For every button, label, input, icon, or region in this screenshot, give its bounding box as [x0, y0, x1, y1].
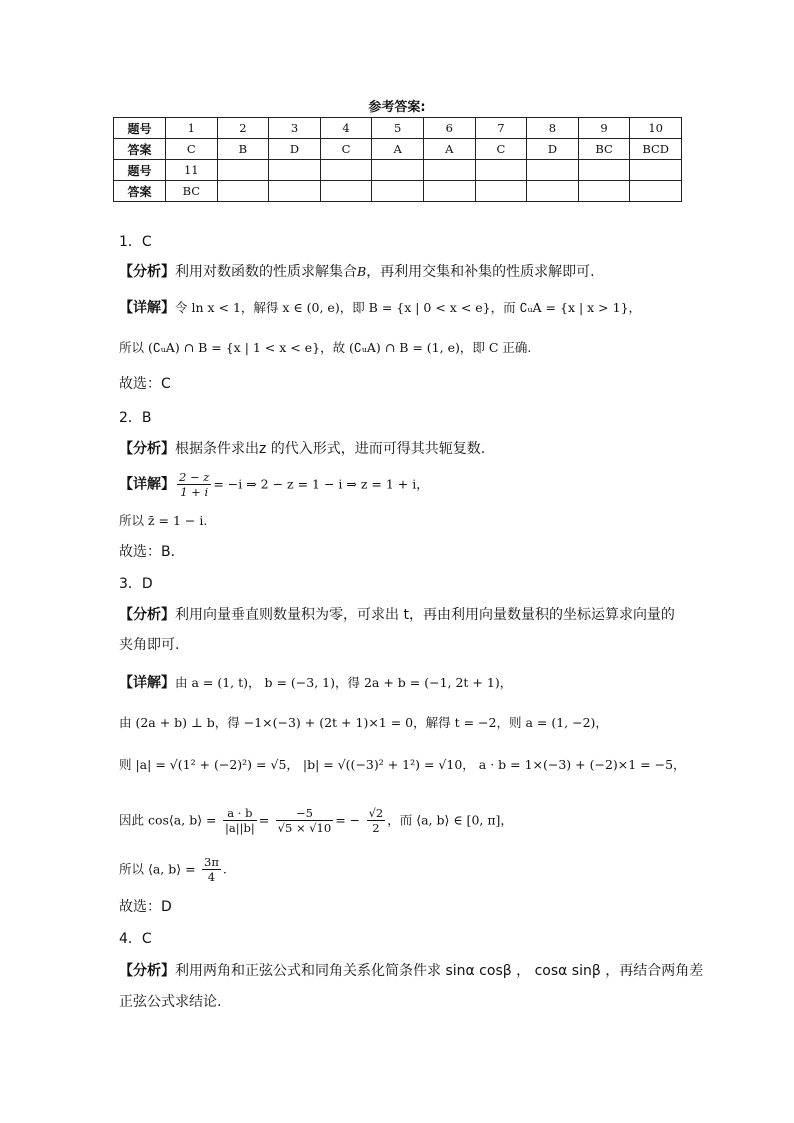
- q2-fraction: $\frac{2 - z}{1 + i}$: [179, 470, 210, 499]
- answer-table-cell: 11: [166, 160, 218, 181]
- answer-table-header-cell: 答案: [114, 139, 166, 160]
- answer-table-header-cell: 题号: [114, 118, 166, 139]
- q1-number: 1．C: [119, 234, 152, 250]
- q3-analysis-line2: 夹角即可.: [119, 637, 180, 653]
- answer-table-cell: D: [527, 139, 579, 160]
- answer-table-cell: [630, 160, 682, 181]
- answer-table-cell: 6: [423, 118, 475, 139]
- q3-analysis-label: 【分析】: [119, 607, 175, 623]
- q2-analysis-label: 【分析】: [119, 441, 175, 457]
- answer-table-cell: [527, 181, 579, 202]
- answer-table-row: [114, 181, 682, 202]
- q3-detail-label: 【详解】: [119, 675, 175, 691]
- answer-table-cell: A: [372, 139, 424, 160]
- answer-table-cell: [320, 160, 372, 181]
- answer-table: [113, 117, 682, 202]
- answer-table-row: [114, 139, 682, 160]
- answer-table-cell: 7: [475, 118, 527, 139]
- answer-table-header-cell: 答案: [114, 181, 166, 202]
- answer-table-cell: [630, 181, 682, 202]
- answer-table-cell: [217, 160, 269, 181]
- answer-table-row: [114, 118, 682, 139]
- q3-analysis-line1: 【分析】利用向量垂直则数量积为零，可求出 t，再由利用向量数量积的坐标运算求向量的: [119, 607, 675, 623]
- answer-table-cell: [527, 160, 579, 181]
- answer-table-cell: [578, 181, 630, 202]
- q3-number: 3．D: [119, 576, 153, 592]
- answer-table-cell: 1: [166, 118, 218, 139]
- answer-table-row: [114, 160, 682, 181]
- q1-analysis: 【分析】利用对数函数的性质求解集合B，再利用交集和补集的性质求解即可.: [119, 264, 595, 280]
- q3-fraction-2: $\frac{-5}{√5 \times √10}$: [277, 806, 332, 835]
- q3-detail-line5: 所以 ⟨a, b⟩ = $\frac{3\pi}{4}$ .: [119, 855, 227, 884]
- answer-key-title: 参考答案:: [368, 100, 426, 115]
- answer-table-cell: C: [475, 139, 527, 160]
- q2-detail-line2: 所以 z̄ = 1 − i.: [119, 513, 208, 528]
- answer-table-cell: [269, 160, 321, 181]
- answer-table-cell: [372, 160, 424, 181]
- q3-detail-line1: 【详解】由 a = (1, t)， b = (−3, 1)，得 2a + b = (−1, 2t + 1)，: [119, 675, 513, 691]
- q3-detail-line4: 因此 cos⟨a, b⟩ = $\frac{a \cdot b}{|a||b|}$ = $\frac{-5}{√5 \times √10}$ = − $\frac{√2}{2}$ ，而 ⟨a, b⟩ ∈ [0, π]，: [119, 806, 513, 835]
- answer-table-cell: [320, 181, 372, 202]
- q4-number: 4．C: [119, 931, 152, 947]
- q2-analysis: 【分析】根据条件求出z 的代入形式，进而可得其共轭复数.: [119, 441, 486, 457]
- q3-fraction-1: $\frac{a \cdot b}{|a||b|}$: [224, 806, 255, 835]
- answer-table-cell: 4: [320, 118, 372, 139]
- answer-table-cell: [217, 181, 269, 202]
- q1-conclusion: 故选：C: [119, 376, 171, 392]
- q4-analysis-label: 【分析】: [119, 963, 175, 979]
- q3-fraction-3: $\frac{√2}{2}$: [368, 806, 384, 835]
- answer-table-cell: [372, 181, 424, 202]
- q2-detail-line1: 【详解】 $\frac{2 - z}{1 + i}$ = −i ⇒ 2 − z = 1 − i ⇒ z = 1 + i，: [119, 470, 429, 499]
- answer-table-cell: 8: [527, 118, 579, 139]
- answer-table-cell: BC: [166, 181, 218, 202]
- answer-table-cell: B: [217, 139, 269, 160]
- answer-table-cell: 9: [578, 118, 630, 139]
- q2-detail-label: 【详解】: [119, 476, 175, 493]
- q2-number: 2．B: [119, 410, 152, 426]
- q3-conclusion: 故选：D: [119, 899, 172, 915]
- answer-table-cell: 2: [217, 118, 269, 139]
- answer-table-cell: C: [166, 139, 218, 160]
- answer-table-cell: BC: [578, 139, 630, 160]
- q1-analysis-label: 【分析】: [119, 264, 175, 280]
- answer-table-cell: [475, 160, 527, 181]
- answer-table-header-cell: 题号: [114, 160, 166, 181]
- q1-detail-line1: 【详解】令 ln x < 1，解得 x ∈ (0, e)，即 B = {x | 0 < x < e}，而 ∁ᵤA = {x | x > 1}，: [119, 300, 642, 316]
- answer-table-cell: [578, 160, 630, 181]
- q3-detail-line2: 由 (2a + b) ⊥ b，得 −1×(−3) + (2t + 1)×1 = 0，解得 t = −2，则 a = (1, −2)，: [119, 715, 608, 730]
- q1-detail-label: 【详解】: [119, 300, 175, 316]
- q1-detail-line2: 所以 (∁ᵤA) ∩ B = {x | 1 < x < e}，故 (∁ᵤA) ∩ B = (1, e)，即 C 正确.: [119, 340, 532, 355]
- q4-analysis-line1: 【分析】利用两角和正弦公式和同角关系化简条件求 sinα cosβ ， cosα sinβ ，再结合两角差: [119, 963, 704, 979]
- answer-table-cell: 5: [372, 118, 424, 139]
- answer-table-cell: [269, 181, 321, 202]
- answer-table-cell: [423, 160, 475, 181]
- answer-table-cell: 10: [630, 118, 682, 139]
- q4-analysis-line2: 正弦公式求结论.: [119, 994, 222, 1010]
- answer-table-cell: 3: [269, 118, 321, 139]
- answer-table-cell: C: [320, 139, 372, 160]
- q3-fraction-4: $\frac{3\pi}{4}$: [204, 855, 219, 884]
- answer-table-cell: [423, 181, 475, 202]
- answer-table-cell: BCD: [630, 139, 682, 160]
- answer-table-cell: A: [423, 139, 475, 160]
- q2-conclusion: 故选：B．: [119, 544, 185, 560]
- answer-table-cell: [475, 181, 527, 202]
- q3-detail-line3: 则 |a| = √(1² + (−2)²) = √5， |b| = √((−3)² + 1²) = √10， a · b = 1×(−3) + (−2)×1 = −5，: [119, 757, 686, 772]
- answer-table-cell: D: [269, 139, 321, 160]
